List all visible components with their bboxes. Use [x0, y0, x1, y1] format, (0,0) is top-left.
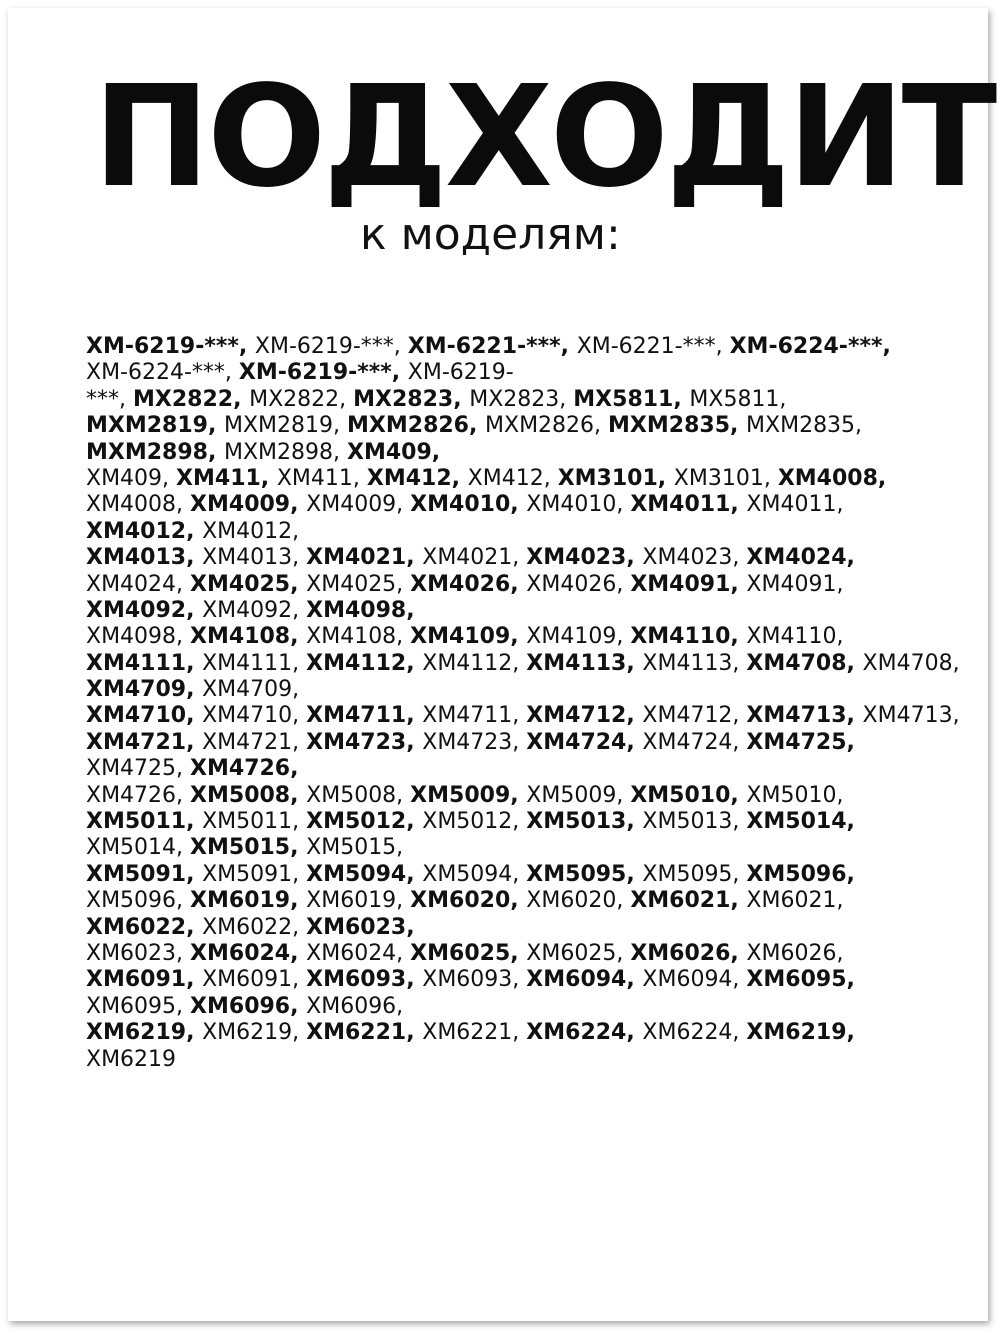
model-code: XM6023,: [86, 940, 191, 966]
model-line: [86, 360, 966, 386]
model-line: [86, 756, 966, 782]
model-code: XM4012,: [86, 518, 203, 544]
model-code: XM6221,: [422, 1020, 527, 1046]
page-subtitle: к моделям:: [360, 209, 621, 260]
model-code: MX2823,: [469, 386, 574, 412]
model-line: [86, 334, 966, 360]
model-code: XM6024,: [306, 940, 411, 966]
model-code: XM4710,: [86, 703, 203, 729]
model-code: XM4708,: [746, 650, 863, 676]
model-code: XM4711,: [306, 703, 423, 729]
model-line: [86, 783, 966, 809]
model-code: XM6026,: [630, 940, 747, 966]
model-code: XM4012,: [202, 518, 300, 544]
model-code: XM4092,: [202, 597, 307, 623]
model-code: XM4008,: [777, 465, 887, 491]
model-code: XM6224,: [642, 1020, 747, 1046]
model-code: XM5009,: [526, 782, 631, 808]
model-line: [86, 651, 966, 677]
model-code: XM5095,: [642, 861, 747, 887]
model-code: XM412,: [366, 465, 468, 491]
model-code: XM6091,: [202, 967, 307, 993]
model-line: [86, 572, 966, 598]
model-code: XM4712,: [642, 703, 747, 729]
model-line: [86, 915, 966, 941]
model-code: MXM2898,: [224, 439, 348, 465]
model-code: XM6025,: [526, 940, 631, 966]
model-line: [86, 730, 966, 756]
model-code: XM5010,: [746, 782, 844, 808]
model-code: XM-6219-: [407, 360, 514, 386]
model-code: XM4008,: [86, 492, 191, 518]
model-code: XM-6219-***,: [254, 334, 408, 359]
models-list: [86, 334, 966, 1073]
model-line: [86, 387, 966, 413]
model-line: [86, 994, 966, 1020]
model-code: MX2822,: [249, 386, 354, 412]
model-code: XM5094,: [422, 861, 527, 887]
model-code: XM4024,: [746, 545, 855, 571]
model-code: XM6020,: [410, 888, 527, 914]
model-code: MX5811,: [573, 386, 690, 412]
model-code: XM4723,: [422, 729, 527, 755]
model-code: XM5015,: [190, 835, 307, 861]
model-code: XM5010,: [630, 782, 747, 808]
model-code: XM4721,: [202, 729, 307, 755]
model-code: XM4013,: [86, 545, 203, 571]
model-line: [86, 545, 966, 571]
model-code: XM4092,: [86, 597, 203, 623]
model-code: XM4026,: [410, 571, 527, 597]
model-code: XM6221,: [306, 1020, 423, 1046]
model-code: XM6091,: [86, 967, 203, 993]
model-line: [86, 598, 966, 624]
model-code: XM409,: [347, 439, 441, 465]
model-code: XM4726,: [190, 756, 299, 782]
model-code: XM4009,: [190, 492, 307, 518]
model-code: XM4713,: [862, 703, 960, 729]
model-line: [86, 862, 966, 888]
model-line: [86, 519, 966, 545]
model-code: XM5096,: [86, 888, 191, 914]
model-code: XM-6224-***,: [729, 334, 891, 359]
model-code: XM6025,: [410, 940, 527, 966]
model-code: XM4024,: [86, 571, 191, 597]
model-code: XM-6221-***,: [576, 334, 730, 359]
model-code: XM4011,: [746, 492, 844, 518]
model-code: XM4113,: [526, 650, 643, 676]
model-code: XM4110,: [630, 624, 747, 650]
model-code: XM5009,: [410, 782, 527, 808]
model-code: XM5011,: [86, 809, 203, 835]
model-code: XM4091,: [630, 571, 747, 597]
model-code: XM4710,: [202, 703, 307, 729]
model-code: XM5013,: [642, 809, 747, 835]
model-code: XM5014,: [746, 809, 855, 835]
model-line: [86, 492, 966, 518]
model-code: XM5013,: [526, 809, 643, 835]
model-code: MXM2835,: [746, 413, 863, 439]
model-code: XM4098,: [306, 597, 415, 623]
model-line: [86, 413, 966, 439]
model-code: XM4711,: [422, 703, 527, 729]
model-code: XM4709,: [86, 677, 203, 703]
model-code: XM5091,: [202, 861, 307, 887]
model-line: [86, 809, 966, 835]
model-line: [86, 466, 966, 492]
model-code: XM5008,: [306, 782, 411, 808]
model-code: XM3101,: [557, 465, 674, 491]
model-code: MXM2826,: [485, 413, 609, 439]
model-code: XM6021,: [746, 888, 844, 914]
model-code: XM6094,: [526, 967, 643, 993]
model-code: XM4112,: [422, 650, 527, 676]
model-code: XM6019,: [306, 888, 411, 914]
model-code: MXM2898,: [86, 439, 224, 465]
model-line: [86, 703, 966, 729]
model-code: XM4010,: [410, 492, 527, 518]
model-code: XM6022,: [86, 914, 203, 940]
model-line: [86, 888, 966, 914]
model-code: MX2822,: [133, 386, 250, 412]
model-code: XM6020,: [526, 888, 631, 914]
model-code: XM4026,: [526, 571, 631, 597]
model-code: XM6095,: [86, 993, 191, 1019]
model-code: XM4108,: [306, 624, 411, 650]
model-code: XM4009,: [306, 492, 411, 518]
model-code: XM4021,: [422, 545, 527, 571]
model-code: XM4724,: [526, 729, 643, 755]
model-code: XM4725,: [746, 729, 855, 755]
model-code: XM5096,: [746, 861, 855, 887]
model-code: XM4023,: [642, 545, 747, 571]
model-code: XM6095,: [746, 967, 855, 993]
model-code: XM6026,: [746, 940, 844, 966]
model-code: XM5094,: [306, 861, 423, 887]
model-code: XM4708,: [862, 650, 960, 676]
model-code: XM5015,: [306, 835, 404, 861]
model-code: XM4111,: [202, 650, 307, 676]
model-code: XM412,: [467, 465, 558, 491]
model-code: XM4023,: [526, 545, 643, 571]
model-code: XM4013,: [202, 545, 307, 571]
model-code: XM6096,: [190, 993, 307, 1019]
model-line: [86, 1020, 966, 1046]
model-code: XM6219,: [746, 1020, 855, 1046]
model-code: XM4025,: [190, 571, 307, 597]
model-code: MXM2819,: [224, 413, 348, 439]
model-code: XM6093,: [422, 967, 527, 993]
model-code: XM6024,: [190, 940, 307, 966]
model-code: XM-6221-***,: [407, 334, 577, 359]
model-line: [86, 835, 966, 861]
model-code: XM4709,: [202, 677, 300, 703]
page-sheet: [8, 8, 995, 1321]
model-code: XM-6219-***,: [238, 360, 408, 386]
model-code: XM5014,: [86, 835, 191, 861]
model-line: [86, 941, 966, 967]
model-code: XM5012,: [422, 809, 527, 835]
model-code: XM6224,: [526, 1020, 643, 1046]
model-code: XM4025,: [306, 571, 411, 597]
model-code: XM4109,: [526, 624, 631, 650]
model-code: MXM2835,: [608, 413, 747, 439]
model-code: XM5012,: [306, 809, 423, 835]
model-code: XM5008,: [190, 782, 307, 808]
model-code: XM3101,: [673, 465, 778, 491]
model-code: MX5811,: [689, 386, 787, 412]
model-code: XM6023,: [306, 914, 415, 940]
model-code: XM4723,: [306, 729, 423, 755]
model-code: XM4726,: [86, 782, 191, 808]
model-code: XM4721,: [86, 729, 203, 755]
model-code: XM-6224-***,: [86, 360, 239, 386]
page-title: ПОДХОДИТ: [93, 56, 995, 219]
model-code: XM-6219-***,: [86, 334, 255, 359]
model-code: XM4010,: [526, 492, 631, 518]
model-code: XM4091,: [746, 571, 844, 597]
model-code: XM6021,: [630, 888, 747, 914]
model-line: [86, 1047, 966, 1073]
model-code: MX2823,: [353, 386, 470, 412]
model-code: XM5091,: [86, 861, 203, 887]
model-code: XM6219,: [202, 1020, 307, 1046]
model-code: XM4112,: [306, 650, 423, 676]
model-code: XM6093,: [306, 967, 423, 993]
model-line: [86, 624, 966, 650]
model-code: XM4713,: [746, 703, 863, 729]
model-code: XM6094,: [642, 967, 747, 993]
model-code: XM4111,: [86, 650, 203, 676]
model-code: XM6219: [86, 1046, 177, 1072]
model-code: XM4109,: [410, 624, 527, 650]
model-code: XM4724,: [642, 729, 747, 755]
model-code: XM411,: [176, 465, 277, 491]
model-code: XM4011,: [630, 492, 747, 518]
model-code: XM6022,: [202, 914, 307, 940]
model-code: XM411,: [276, 465, 367, 491]
model-line: [86, 440, 966, 466]
model-code: MXM2826,: [347, 413, 486, 439]
model-code: XM409,: [86, 465, 177, 491]
model-code: XM4110,: [746, 624, 844, 650]
model-code: MXM2819,: [86, 413, 224, 439]
model-code: XM5011,: [202, 809, 307, 835]
model-code: ***,: [86, 386, 133, 412]
model-code: XM4108,: [190, 624, 307, 650]
model-code: XM4712,: [526, 703, 643, 729]
model-code: XM5095,: [526, 861, 643, 887]
model-code: XM6019,: [190, 888, 307, 914]
model-code: XM4021,: [306, 545, 423, 571]
model-line: [86, 967, 966, 993]
model-code: XM6219,: [86, 1020, 203, 1046]
model-line: [86, 677, 966, 703]
model-code: XM4098,: [86, 624, 191, 650]
model-code: XM4725,: [86, 756, 191, 782]
model-code: XM6096,: [306, 993, 404, 1019]
model-code: XM4113,: [642, 650, 747, 676]
